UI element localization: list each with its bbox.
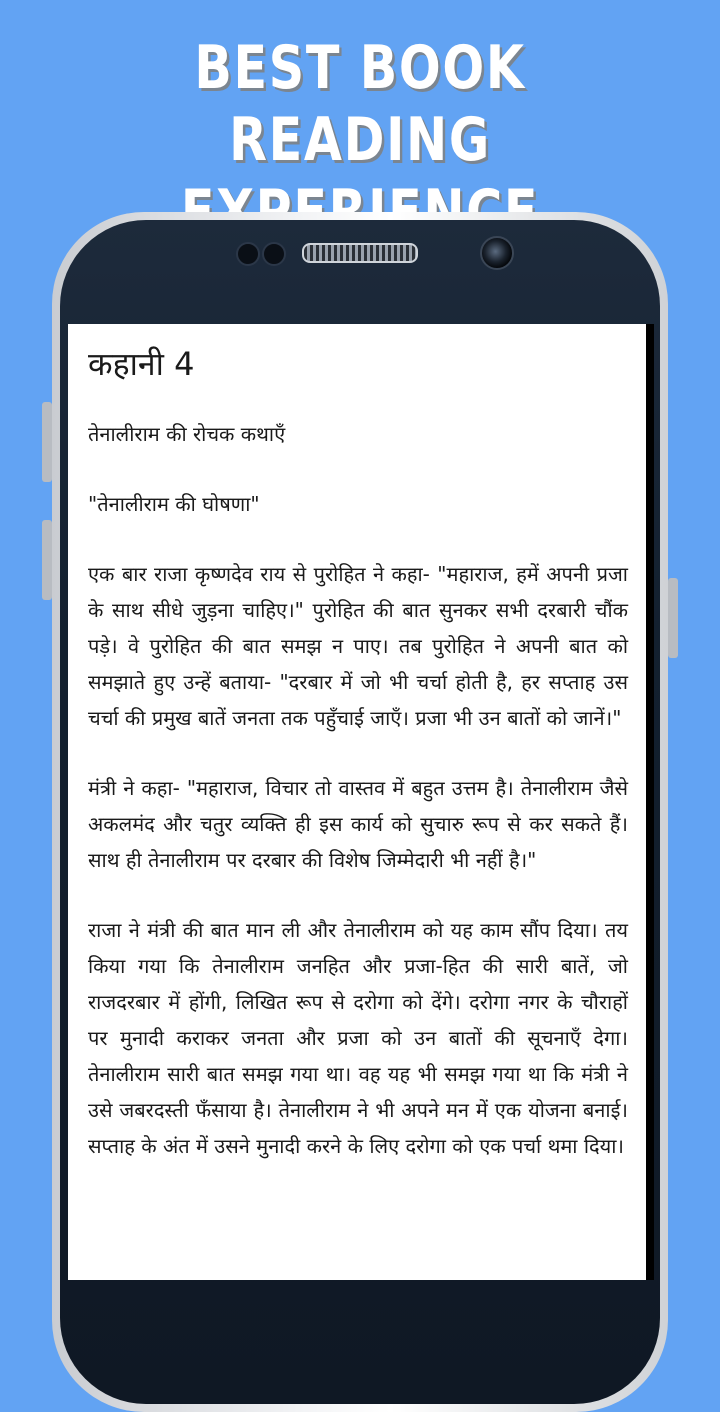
story-paragraph: मंत्री ने कहा- "महाराज, विचार तो वास्तव में बहुत उत्तम है। तेनालीराम जैसे अकलमंद और चतुर व्यक्ति ही इस कार्य को सुचारु रूप से कर सकते हैं। साथ ही तेनालीराम पर दरबार की विशेष जिम्मेदारी भी नहीं है।" xyxy=(88,776,628,872)
phone-screen xyxy=(68,324,654,1280)
headline-line-1: BEST BOOK READING xyxy=(194,33,526,175)
light-sensor-icon xyxy=(262,242,286,266)
phone-volume-up-button xyxy=(42,402,52,482)
earpiece-speaker-icon xyxy=(302,243,418,263)
story-paragraph: राजा ने मंत्री की बात मान ली और तेनालीराम को यह काम सौंप दिया। तय किया गया कि तेनालीराम जनहित और प्रजा-हित की सारी बातें, जो राजदरबार में होंगी, लिखित रूप से दरोगा को देंगे। दरोगा नगर के चौराहों पर मुनादी कराकर जनता और प्रजा को उन बातों की सूचनाएँ देगा। तेनालीराम सारी बात समझ गया था। वह यह भी समझ गया था कि मंत्री ने उसे जबरदस्ती फँसाया है। तेनालीराम ने भी अपने मन में एक योजना बनाई। सप्ताह के अंत में उसने मुनादी करने के लिए दरोगा को एक पर्चा थमा दिया। xyxy=(88,918,628,1158)
proximity-sensor-icon xyxy=(236,242,260,266)
chapter-title: "तेनालीराम की घोषणा" xyxy=(88,492,260,516)
reader-content xyxy=(68,324,646,1164)
book-title: तेनालीराम की रोचक कथाएँ xyxy=(88,422,286,446)
reader-page[interactable] xyxy=(68,324,646,1280)
story-paragraph: एक बार राजा कृष्णदेव राय से पुरोहित ने कहा- "महाराज, हमें अपनी प्रजा के साथ सीधे जुड़ना चाहिए।" पुरोहित की बात सुनकर सभी दरबारी चौंक पड़े। वे पुरोहित की बात समझ न पाए। तब पुरोहित ने अपनी बात को समझाते हुए उन्हें बताया- "दरबार में जो भी चर्चा होती है, हर सप्ताह उस चर्चा की प्रमुख बातें जनता तक पहुँचाई जाएँ। प्रजा भी उन बातों को जानें।" xyxy=(88,562,628,730)
front-camera-icon xyxy=(480,236,514,270)
phone-volume-down-button xyxy=(42,520,52,600)
phone-power-button xyxy=(668,578,678,658)
story-title: कहानी 4 xyxy=(88,345,195,383)
